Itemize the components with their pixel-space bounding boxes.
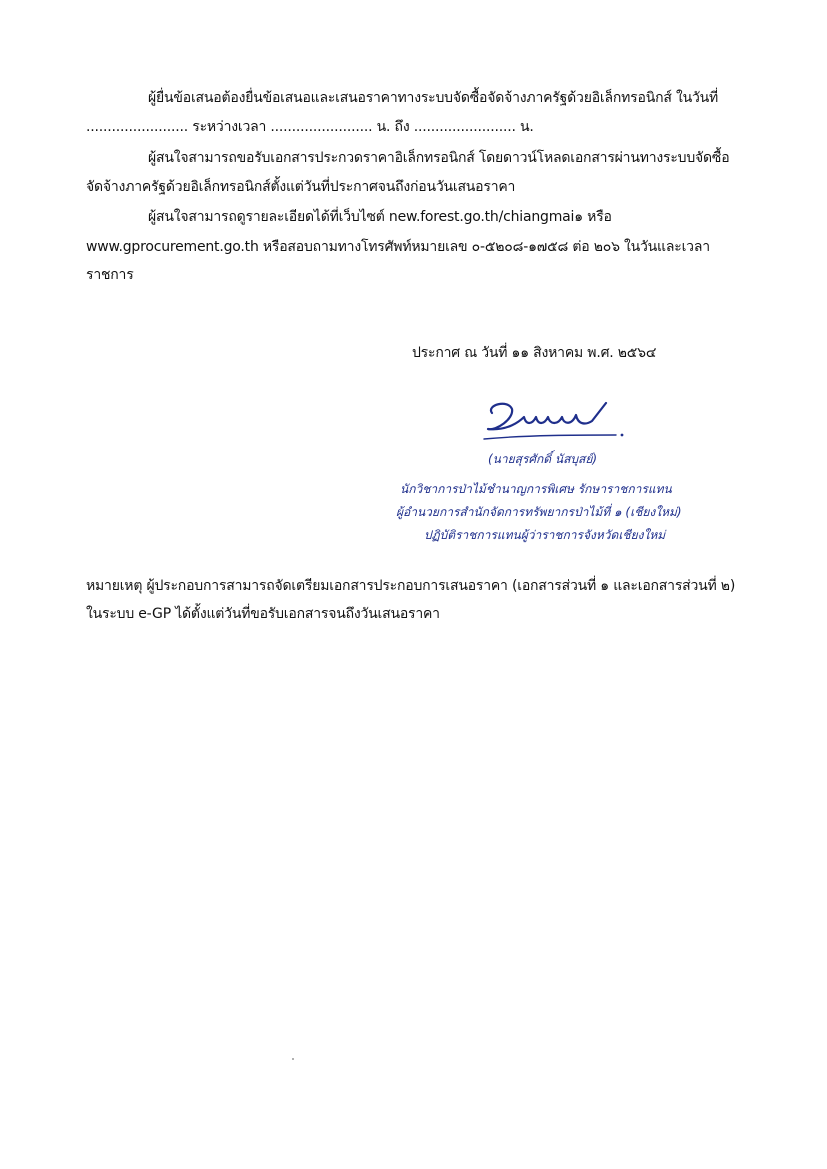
note-line-2: ในระบบ e-GP ได้ตั้งแต่วันที่ขอรับเอกสารจนถึงวันเสนอราคา [86,606,440,622]
scan-speck [292,1058,294,1060]
paragraph-3-line-2: www.gprocurement.go.th หรือสอบถามทางโทรศัพท์หมายเลข ๐-๕๒๐๘-๑๗๕๘ ต่อ ๒๐๖ ในวันและเวลา [86,239,710,255]
paragraph-2-line-1: ผู้สนใจสามารถขอรับเอกสารประกวดราคาอิเล็กทรอนิกส์ โดยดาวน์โหลดเอกสารผ่านทางระบบจัดซื้อ [148,150,730,166]
signatory-position-1: นักวิชาการป่าไม้ชำนาญการพิเศษ รักษาราชการแทน [400,482,672,496]
paragraph-3-line-1: ผู้สนใจสามารถดูรายละเอียดได้ที่เว็บไซต์ new.forest.go.th/chiangmai๑ หรือ [148,209,612,225]
paragraph-1-line-2: ........................ ระหว่างเวลา ........................ น. ถึง ........................ น. [86,119,534,135]
signature-image [478,395,628,445]
note-line-1: หมายเหตุ ผู้ประกอบการสามารถจัดเตรียมเอกสารประกอบการเสนอราคา (เอกสารส่วนที่ ๑ และเอกสารส่วนที่ ๒) [86,578,736,594]
signatory-position-3: ปฏิบัติราชการแทนผู้ว่าราชการจังหวัดเชียงใหม่ [424,528,666,542]
announcement-date: ประกาศ ณ วันที่ ๑๑ สิงหาคม พ.ศ. ๒๕๖๔ [412,345,657,361]
signatory-position-2: ผู้อำนวยการสำนักจัดการทรัพยากรป่าไม้ที่ ๑ (เชียงใหม่) [396,505,682,519]
paragraph-3-line-3: ราชการ [86,267,134,283]
signatory-name: (นายสุรศักดิ์ นัสบุสย์) [488,452,598,466]
paragraph-2-line-2: จัดจ้างภาครัฐด้วยอิเล็กทรอนิกส์ตั้งแต่วันที่ประกาศจนถึงก่อนวันเสนอราคา [86,179,516,195]
paragraph-1-line-1: ผู้ยื่นข้อเสนอต้องยื่นข้อเสนอและเสนอราคาทางระบบจัดซื้อจัดจ้างภาครัฐด้วยอิเล็กทรอนิกส์ ในวันที่ [148,90,719,106]
